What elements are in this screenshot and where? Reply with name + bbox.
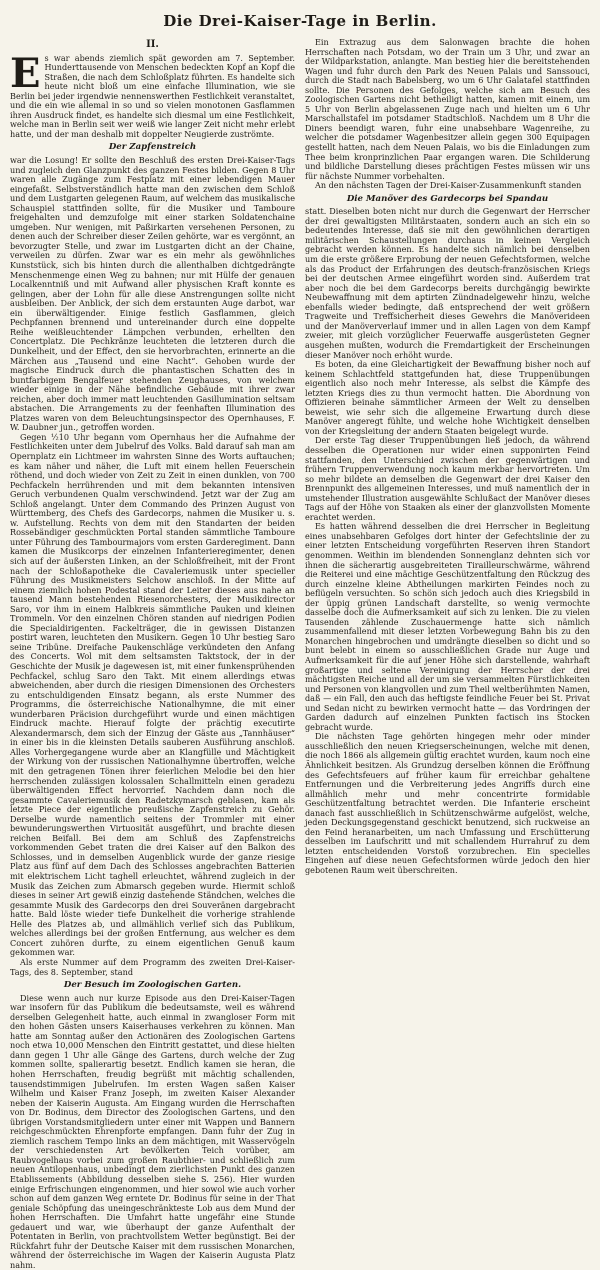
paragraph: Es hatten während desselben die drei Herrscher in Begleitung eines unabsehbaren Gefolges dort hinter der Gefechtslinie der zu einer letzten Entscheidung vorgeführten Reserven ihren Standort genommen. Weithin im blendenden Sonnenglanz dehnten sich vor ihnen die sächerartig ausgebreiteten Tirailleurschwärme, während die Reiterei und eine mächtige Geschützentfaltung den Rückzug des durch einzelne kleine Abtheilungen markirten Feindes noch zu beflügeln versuchten. So schön sich jedoch auch dies Kriegsbild in der üppig grünen Landschaft darstellte, so wenig vermochte dasselbe doch die Aufmerksamkeit auf sich zu lenken. Die zu vielen Tausenden zählende Zuschauermenge hatte sich nämlich zusammenfallend mit dieser letzten Vorbewegung Bahn bis zu den Monarchen hingebrochen und umdrängte dieselben so dicht und so bunt belebt in einem so ausschließlichen Grade nur Auge und Aufmerksamkeit für die auf jener Höhe sich darstellende, wahrhaft großartige und seltene Vereinigung der Herrscher der drei mächtigsten Reiche und all der um sie versammelten Fürstlichkeiten und Personen von klangvollen und zum Theil weltberühmten Namen, daß — ein Fall, den auch das heftigste feindliche Feuer bei St. Privat und Sedan nicht zu bewirken vermocht hatte — das Vordringen der Garden dadurch auf einzelnen Punkten factisch ins Stocken gebracht wurde.: [305, 521, 590, 732]
paragraph: Als erste Nummer auf dem Programm des zweiten Drei-Kaiser-Tags, des 8. September, stand: [10, 956, 295, 977]
section-heading-zapfenstreich: Der Zapfenstreich: [108, 142, 197, 153]
article-title: Die Drei-Kaiser-Tage in Berlin.: [163, 12, 437, 30]
paragraph: Gegen ½10 Uhr begann vom Opernhaus her die Aufnahme der Festlichkeiten unter dem Jubelruf des Volks. Bald darauf sah man am Opernplatz ein Lichtmeer im wahrsten Sinne des Worts auftauchen; es kam näher und näher, die Luft mit einem hellen Feuerschein röthend, und doch wieder von Zeit zu Zeit in einen dunklen, von 700 Pechfackeln herrührenden und mit dem bekannten intensiven Geruch verbundenen Qualm verschwindend. Jetzt war der Zug am Schloß angelangt. Unter dem Commando des Prinzen August von Württemberg, des Chefs des Gardecorps, nahmen die Musiker u. s. w. Aufstellung. Rechts von dem mit den Standarten der beiden Rossebändiger geschmückten Portal standen sämmtliche Tamboure unter Führung des Tambourmajors vom ersten Garderegiment. Dann kamen die Musikcorps der einzelnen Infanterieregimenter, denen sich auf der äußersten Linken, an der Schloßfreiheit, mit der Front nach der Schloßapotheke die Cavaleriemusik unter specieller Führung des Musikmeisters Selchow anschloß. In der Mitte auf einem ziemlich hohen Podestal stand der Leiter dieses aus nahe an tausend Mann bestehenden Riesenorchesters, der Musikdirector Saro, vor ihm in einem Halbkreis sämmtliche Pauken und kleinen Trommeln. Vor den einzelnen Chören standen auf niedrigen Podien die Specialdirigenten. Fackelträger, die in gewissen Distanzen postirt waren, leuchteten den Musikern. Gegen 10 Uhr bestieg Saro seine Tribüne. Dreifache Paukenschläge verkündeten den Anfang des Concerts. Wol mit dem seltsamsten Taktstock, der in der Geschichte der Musik je dagewesen ist, mit einer funkensprühenden Pechfackel, schlug Saro den Takt. Mit einem allerdings etwas abweichenden, aber durch die riesigen Dimensionen des Orchesters zu entschuldigenden Einsatz begann, als erste Nummer des Programms, die österreichische Nationalhymne, die mit einer wunderbaren Präcision durchgeführt wurde und einen mächtigen Eindruck machte. Hierauf folgte der prächtig executirte Alexandermarsch, dem sich der Einzug der Gäste aus „Tannhäuser“ in einer bis in die kleinsten Details sauberen Ausführung anschloß. Alles Vorhergegangene wurde aber an Klangfülle und Mächtigkeit der Wirkung von der russischen Nationalhymne übertroffen, welche mit den getragenen Tönen ihrer feierlichen Melodie bei den hier herrschenden zulässigen kolossalen Schallmitteln einen geradezu überwältigenden Effect hervorrief. Nachdem dann noch die gesammte Cavaleriemusik den Radetzkymarsch geblasen, kam als letzte Piece der eigentliche preußische Zapfenstreich zu Gehör. Derselbe wurde namentlich seitens der Trommler mit einer bewunderungswerthen Virtuosität ausgeführt, und brachte diesen reichen Beifall. Bei dem am Schluß des Zapfenstreichs vorkommenden Gebet traten die drei Kaiser auf den Balkon des Schlosses, und in demselben Augenblick wurde der ganze riesige Platz aus fünf auf dem Dach des Schlosses angebrachten Batterien mit elektrischem Licht taghell erleuchtet, während zugleich in der Musik das Zeichen zum Abmarsch gegeben wurde. Hiermit schloß dieses in seiner Art gewiß einzig dastehende Ständchen, welches die gesammte Musik des Gardecorps den drei Souveränen dargebracht hatte. Bald löste wieder tiefe Dunkelheit die vorherige strahlende Helle des Platzes ab, und allmählich verlief sich das Publikum, welches allerdings bei der großen Entfernung, aus welcher es dem Concert zuhören durfte, zu einem eigentlichen Genuß kaum gekommen war.: [10, 431, 295, 958]
left-column: [10, 38, 295, 1270]
intro-text: s war abends ziemlich spät geworden am 7. September. Hunderttausende von Menschen bedeckten Kopf an Kopf die Straßen, die nach dem Schloßplatz führten. Es handelte sich heute nicht bloß um eine einfache Illumination, wie sie Berlin bei jeder irgendwie nennenswerthen Festlichkeit veranstaltet, und die ein wie allemal in so und so vielen monotonen Gasflammen ihren Ausdruck findet, es handelte sich diesmal um eine Festlichkeit, welche man in Berlin seit wer weiß wie langer Zeit nicht mehr erlebt hatte, und der man deshalb mit doppelter Neugierde zuströmte.: [10, 52, 295, 139]
part-number: II.: [146, 39, 159, 50]
section-heading-garten: Der Besuch im Zoologischen Garten.: [63, 980, 242, 991]
paragraph: Diese wenn auch nur kurze Episode aus den Drei-Kaiser-Tagen war insofern für das Publikum die bedeutsamste, weil es während derselben Gelegenheit hatte, auch einmal in zwangloser Form mit den hohen Gästen unsers Kaiserhauses verkehren zu können. Man hatte am Sonntag außer den Actionären des Zoologischen Gartens noch etwa 10,000 Menschen den Eintritt gestattet, und diese hielten dann gegen 1 Uhr alle Gänge des Gartens, durch welche der Zug kommen sollte, spalierartig besetzt. Endlich kamen sie heran, die hohen Herrschaften, freudig begrüßt mit mächtig schallenden, tausendstimmigen Jubelrufen. Im ersten Wagen saßen Kaiser Wilhelm und Kaiser Franz Joseph, im zweiten Kaiser Alexander neben der Kaiserin Augusta. Am Eingang wurden die Herrschaften von Dr. Bodinus, dem Director des Zoologischen Gartens, und den übrigen Vorstandsmitgliedern unter einer mit Wappen und Bannern reichgeschmückten Ehrenpforte empfangen. Dann fuhr der Zug in ziemlich raschem Tempo links an dem mächtigen, mit Wasservögeln der verschiedensten Art bevölkerten Teich vorüber, am Raubvogelhaus vorbei zum großen Raubthier- und schließlich zum neuen Antilopenhaus, unbedingt dem zierlichsten Punkt des ganzen Etablissements (Abbildung desselben siehe S. 256). Hier wurden einige Erfrischungen eingenommen, und hier sowol wie auch vorher schon auf dem ganzen Weg erntete Dr. Bodinus für seine in der That geniale Schöpfung das uneingeschränkteste Lob aus dem Mund der hohen Herrschaften. Die Umfahrt hatte ungefähr eine Stunde gedauert und war, wie überhaupt der ganze Aufenthalt der Potentaten in Berlin, von prachtvollstem Wetter begünstigt. Bei der Rückfahrt fuhr der Deutsche Kaiser mit dem russischen Monarchen, während der österreichische im Wagen der Kaiserin Augusta Platz nahm.: [10, 992, 295, 1270]
intro-paragraph: [10, 49, 295, 140]
paragraph: An den nächsten Tagen der Drei-Kaiser-Zusammenkunft standen: [315, 180, 582, 191]
right-column: [305, 38, 590, 1263]
article-columns: [10, 37, 590, 1270]
paragraph: Die nächsten Tage gehörten hingegen mehr oder minder ausschließlich den neuen Kriegserscheinungen, welche mit denen, die noch 1866 als allgemein gültig erachtet wurden, kaum noch eine Ähnlichkeit besitzen. Als Grundzug derselben können die Eröffnung des Gefechtsfeuers auf früher kaum für erreichbar gehaltene Entfernungen und die Verbreiterung jedes Angriffs durch eine allmählich mehr und mehr concentrirte formidable Geschützentfaltung betrachtet werden. Die Infanterie erscheint danach fast ausschließlich in Schützenschwärme aufgelöst, welche, jeden Deckungsgegenstand geschickt benutzend, sich ruckweise an den Feind heranarbeiten, um nach Umfassung und Erschütterung desselben im Laufschritt und mit schallendem Hurrahruf zu dem letzten entscheidenden Vorstoß vorzubrechen. Ein specielles Eingehen auf diese neuen Gefechtsformen würde jedoch den hier gebotenen Raum weit überschreiten.: [305, 731, 590, 876]
paragraph: war die Losung! Er sollte den Beschluß des ersten Drei-Kaiser-Tags und zugleich den Glanzpunkt des ganzen Festes bilden. Gegen 8 Uhr waren alle Zugänge zum Festplatz mit einer lebendigen Mauer eingefaßt. Selbstverständlich hatte man den zwischen dem Schloß und dem Lustgarten gelegenen Raum, auf welchem das musikalische Schauspiel stattfinden sollte, für die Musiker und Tamboure freigehalten und demzufolge mit einer starken Soldatenchaine umgeben. Nur wenigen, mit Paßirkarten versehenen Personen, zu denen auch der Schreiber dieser Zeilen gehörte, war es vergönnt, an bevorzugter Stelle, und zwar im Lustgarten dicht an der Chaine, verweilen zu dürfen. Zwar war es ein mehr als gewöhnliches Kunststück, sich bis hinten durch die allenthalben dichtgedrängte Menschenmenge einen Weg zu bahnen; nur mit Hülfe der genauen Localkenntniß und mit Aufwand aller physischen Kraft konnte es gelingen, aber der Lohn für alle diese Anstrengungen sollte nicht ausbleiben. Der Anblick, der sich dem erstaunten Auge darbot, war ein überwältigender. Einige festlich Gasflammen, gleich Pechpfannen brennend und untereinander durch eine doppelte Reihe weißleuchtender Lämpchen verbunden, erhellten den Concertplatz. Die Pechkränze leuchteten die letzteren durch die Dunkelheit, und der Effect, den sie hervorbrachten, erinnerte an die Märchen aus „Tausend und eine Nacht“. Gehoben wurde der magische Eindruck durch die phantastischen Schatten des in buntfarbigem Bengalfeuer stehenden Zeughauses, von welchem wieder einige in der Nähe befindliche Gebäude mit ihrer zwar reichen, aber doch immer matt leuchtenden Gasillumination seltsam abstachen. Die Arrangements zu der feenhaften Illumination des Platzes waren von dem Beleuchtungsinspector des Opernhauses, F. W. Daubner jun., getroffen worden.: [10, 155, 295, 433]
paragraph: statt. Dieselben boten nicht nur durch die Gegenwart der Herrscher der drei gewaltigsten Militärstaaten, sondern auch an sich ein so bedeutendes Interesse, daß sie mit den gewöhnlichen derartigen militärischen Schaustellungen durchaus in keinen Vergleich gebracht werden können. Es handelte sich nämlich bei denselben um die erste größere Erprobung der neuen Gefechtsformen, welche als das Product der Erfahrungen des deutsch-französischen Kriegs bei der deutschen Armee eingeführt worden sind. Außerdem trat aber noch die bei dem Gardecorps bereits durchgängig bewirkte Neubewaffnung mit dem aptirten Zündnadelgewehr hinzu, welche ebenfalls wieder bedingte, daß entsprechend der weit größern Tragweite und Treffsicherheit dieses Gewehrs die Manöverideen und der Manöververlauf immer und in allen Lagen von dem Kampf zweier, mit gleich vorzüglicher Feuerwaffe ausgerüsteten Gegner ausgehen mußten, wodurch die Fremdartigkeit der Erscheinungen dieser Manöver noch erhöht wurde.: [305, 206, 590, 360]
paragraph: Es boten, da eine Gleichartigkeit der Bewaffnung bisher noch auf keinem Schlachtfeld stattgefunden hat, diese Truppenübungen eigentlich also noch mehr Interesse, als selbst die Kämpfe des letzten Kriegs dies zu thun vermocht hatten. Die Abordnung von Offizieren beinahe sämmtlicher Armeen der Welt zu denselben beweist, wie sehr sich die allgemeine Erwartung durch diese Manöver angeregt fühlte, und welche hohe Wichtigkeit denselben von der Kriegsleitung der andern Staaten beigelegt wurde.: [305, 359, 590, 436]
paragraph: Der erste Tag dieser Truppenübungen ließ jedoch, da während desselben die Operationen nur wider einen supponirten Feind stattfanden, den Unterschied zwischen der gegenwärtigen und frühern Truppenverwendung noch kaum merkbar hervortreten. Um so mehr bildete an demselben die Gegenwart der drei Kaiser den Brennpunkt des allgemeinen Interesses, und muß namentlich der in umstehender Illustration ausgewählte Schlußact der Manöver dieses Tags auf der Höhe von Staaken als einer der glanzvollsten Momente erachtet werden.: [305, 435, 590, 522]
drop-cap: E: [10, 49, 41, 97]
section-heading-manoever: Die Manöver des Gardecorps bei Spandau: [346, 193, 549, 204]
paragraph: Ein Extrazug aus dem Salonwagen brachte die hohen Herrschaften nach Potsdam, wo der Train um 3 Uhr, und zwar an der Wildparkstation, anlangte. Man bestieg hier die bereitstehenden Wagen und fuhr durch den Park des Neuen Palais und Sanssouci, durch die Stadt nach Babelsberg, wo um 6 Uhr Galatafel stattfinden sollte. Die Personen des Gefolges, welche sich am Besuch des Zoologischen Gartens nicht betheiligt hatten, kamen mit einem, um 5 Uhr von Berlin abgelassenen Zuge nach und hielten um 6 Uhr Marschallstafel im potsdamer Stadtschloß. Nachdem um 8 Uhr die Diners beendigt waren, fuhr eine unabsehbare Wagenreihe, zu welcher die potsdamer Wagenbesitzer allein gegen 300 Equipagen gestellt hatten, nach dem Neuen Palais, wo bis die Einladungen zum Thee beim kronprinzlichen Paar ergangen waren. Die Schilderung und bildliche Darstellung dieses prächtigen Festes müssen wir uns für nächste Nummer vorbehalten.: [305, 37, 590, 181]
